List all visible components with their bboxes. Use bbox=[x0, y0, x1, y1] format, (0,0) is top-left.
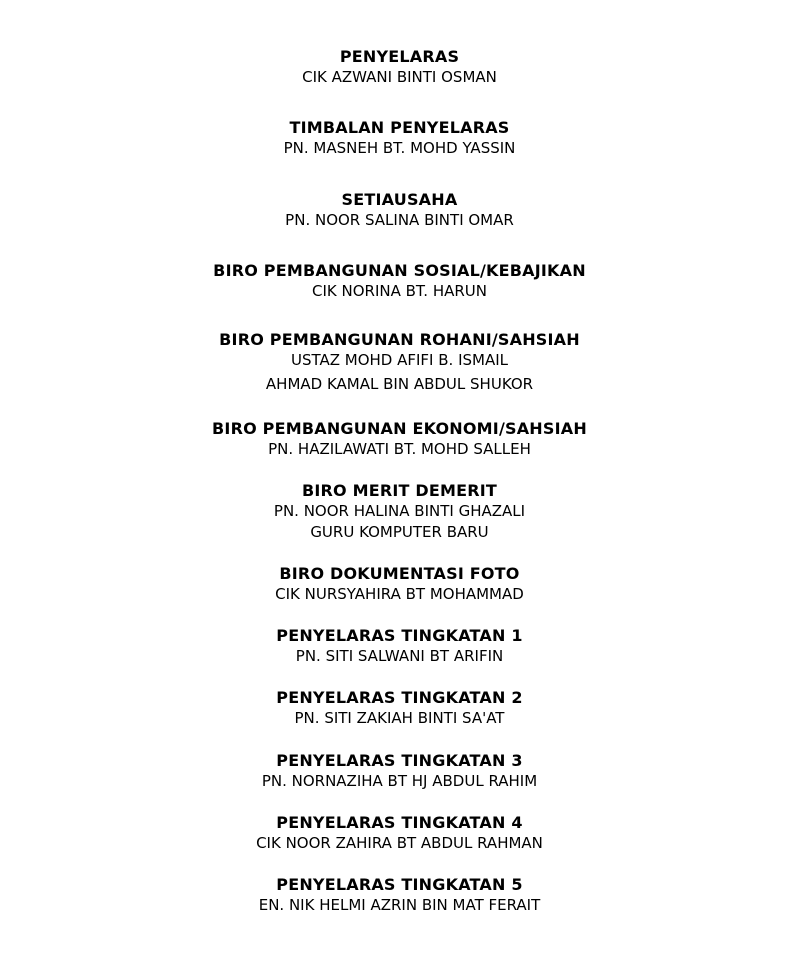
member-name: CIK NORINA BT. HARUN bbox=[312, 282, 487, 300]
section-penyelaras-tingkatan-3 bbox=[0, 751, 799, 792]
section-heading: BIRO PEMBANGUNAN EKONOMI/SAHSIAH bbox=[212, 419, 587, 438]
section-heading: PENYELARAS TINGKATAN 4 bbox=[276, 813, 523, 832]
member-name: GURU KOMPUTER BARU bbox=[310, 523, 489, 541]
member-name: AHMAD KAMAL BIN ABDUL SHUKOR bbox=[265, 375, 534, 393]
member-name: PN. SITI ZAKIAH BINTI SA'AT bbox=[294, 709, 505, 727]
section-timbalan-penyelaras bbox=[0, 118, 799, 159]
member-name: PN. MASNEH BT. MOHD YASSIN bbox=[283, 139, 516, 157]
member-name: CIK NURSYAHIRA BT MOHAMMAD bbox=[275, 585, 524, 603]
section-heading: BIRO MERIT DEMERIT bbox=[301, 481, 498, 500]
member-name: PN. NORNAZIHA BT HJ ABDUL RAHIM bbox=[261, 772, 538, 790]
section-biro-dokumentasi-foto bbox=[0, 564, 799, 605]
section-penyelaras-tingkatan-2 bbox=[0, 688, 799, 729]
section-penyelaras-tingkatan-5 bbox=[0, 875, 799, 916]
section-penyelaras bbox=[0, 47, 799, 88]
section-heading: PENYELARAS bbox=[339, 47, 460, 66]
section-heading: PENYELARAS TINGKATAN 3 bbox=[276, 751, 523, 770]
section-heading: BIRO DOKUMENTASI FOTO bbox=[279, 564, 520, 583]
member-name: CIK NOOR ZAHIRA BT ABDUL RAHMAN bbox=[256, 834, 543, 852]
section-biro-rohani-sahsiah bbox=[0, 330, 799, 395]
section-heading: BIRO PEMBANGUNAN ROHANI/SAHSIAH bbox=[219, 330, 580, 349]
member-name: EN. NIK HELMI AZRIN BIN MAT FERAIT bbox=[258, 896, 541, 914]
section-heading: PENYELARAS TINGKATAN 2 bbox=[276, 688, 523, 707]
section-setiausaha bbox=[0, 190, 799, 231]
section-heading: PENYELARAS TINGKATAN 5 bbox=[276, 875, 523, 894]
section-heading: SETIAUSAHA bbox=[341, 190, 458, 209]
section-heading: TIMBALAN PENYELARAS bbox=[289, 118, 510, 137]
member-name: PN. SITI SALWANI BT ARIFIN bbox=[295, 647, 504, 665]
member-name: PN. HAZILAWATI BT. MOHD SALLEH bbox=[268, 440, 531, 458]
member-name: CIK AZWANI BINTI OSMAN bbox=[302, 68, 497, 86]
section-penyelaras-tingkatan-1 bbox=[0, 626, 799, 667]
section-biro-ekonomi-sahsiah bbox=[0, 419, 799, 460]
member-name: USTAZ MOHD AFIFI B. ISMAIL bbox=[290, 351, 509, 369]
section-biro-sosial-kebajikan bbox=[0, 261, 799, 302]
section-heading: PENYELARAS TINGKATAN 1 bbox=[276, 626, 523, 645]
section-penyelaras-tingkatan-4 bbox=[0, 813, 799, 854]
member-name: PN. NOOR SALINA BINTI OMAR bbox=[285, 211, 514, 229]
section-heading: BIRO PEMBANGUNAN SOSIAL/KEBAJIKAN bbox=[213, 261, 586, 280]
section-biro-merit-demerit bbox=[0, 481, 799, 543]
member-name: PN. NOOR HALINA BINTI GHAZALI bbox=[273, 502, 526, 520]
